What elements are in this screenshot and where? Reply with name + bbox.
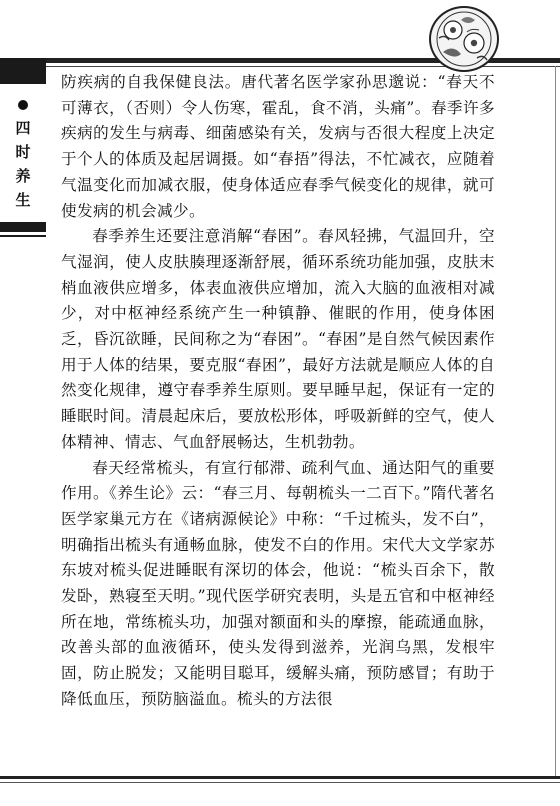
sidebar-rule-top [0, 58, 46, 84]
bullet-dot-icon [18, 100, 28, 110]
section-char: 生 [15, 191, 31, 209]
floral-emblem-icon [429, 6, 499, 72]
sidebar-rule-bottom-thin [0, 235, 46, 237]
footer-rule-thin [0, 782, 560, 783]
section-char: 时 [15, 143, 31, 161]
section-char: 养 [15, 167, 31, 185]
section-marker [4, 100, 42, 212]
paragraph: 春天经常梳头，有宣行郁滞、疏利气血、通达阳气的重要作用。《养生论》云：“春三月、每朝梳头一二百下。”隋代著名医学家巢元方在《诸病源候论》中称：“千过梳头，发不白”，明确指出梳头有通畅血脉，使发不白的作用。宋代大文学家苏东坡对梳头促进睡眠有深切的体会，他说：“梳头百余下，散发卧，熟寝至天明。”现代医学研究表明，头是五官和中枢神经所在地，常练梳头功，加强对额面和头的摩擦，能疏通血脉，改善头部的血液循环，使头发得到滋养，光润乌黑，发根牢固，防止脱发；又能明目聪耳，缓解头痛，预防感冒；有助于降低血压，预防脑溢血。梳头的方法很 [61, 458, 495, 708]
sidebar-rule-bottom [0, 222, 46, 232]
body-text [61, 70, 495, 713]
paragraph: 春季养生还要注意消解“春困”。春风轻拂，气温回升，空气湿润，使人皮肤腠理逐渐舒展，循环系统功能加强，皮肤末梢血液供应增多，体表血液供应增加，流入大脑的血液相对减少，对中枢神经系统产生一种镇静、催眠的作用，使身体困乏，昏沉欲睡，民间称之为“春困”。“春困”是自然气候因素作用于人体的结果，要克服“春困”，最好方法就是顺应人体的自然变化规律，遵守春季养生原则。要早睡早起，保证有一定的睡眠时间。清晨起床后，要放松形体，呼吸新鲜的空气，使人体精神、情志、气血舒展畅达，生机勃勃。 [61, 227, 495, 451]
footer-rule-thick [0, 776, 560, 779]
page-edge-line [555, 66, 556, 776]
floral-emblem-graphic [431, 8, 497, 70]
paragraph: 防疾病的自我保健良法。唐代著名医学家孙思邈说：“春天不可薄衣，（否则）令人伤寒，霍乱，食不消，头痛”。春季许多疾病的发生与病毒、细菌感染有关，发病与否很大程度上决定于个人的体质及起居调摄。如“春捂”得法，不忙减衣，应随着气温变化而加减衣服，使身体适应春季气候变化的规律，就可使发病的机会减少。 [61, 73, 495, 220]
section-char: 四 [15, 119, 31, 137]
